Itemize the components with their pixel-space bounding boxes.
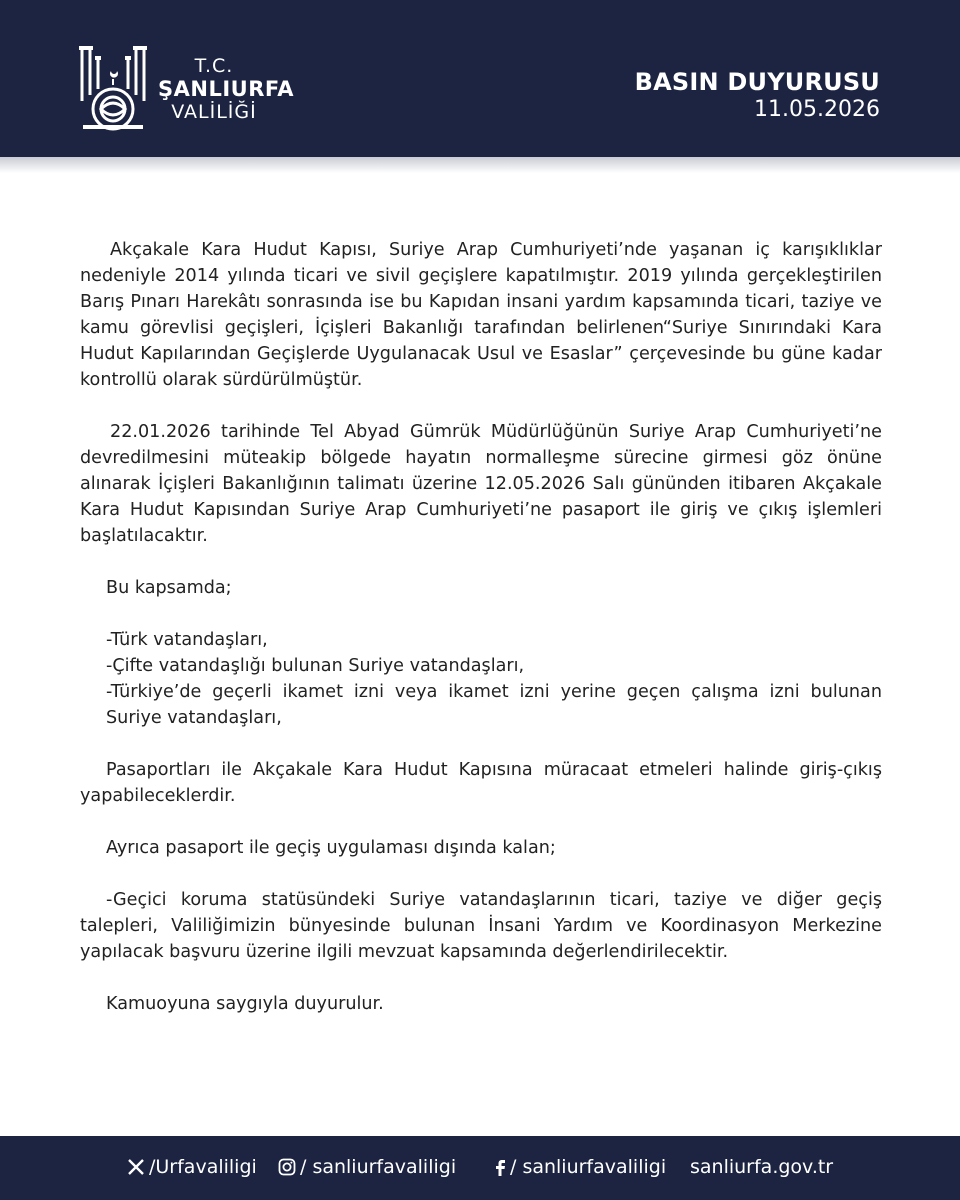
website-url: sanliurfa.gov.tr: [690, 1156, 834, 1178]
facebook-link[interactable]: [494, 1156, 666, 1178]
x-handle: /Urfavaliligi: [149, 1156, 257, 1178]
governorship-logo-icon: [78, 45, 148, 133]
paragraph-3: Bu kapsamda;: [106, 578, 232, 598]
list-item: -Çifte vatandaşlığı bulunan Suriye vatandaşları,: [106, 656, 525, 676]
header-divider: [0, 157, 960, 173]
paragraph-6: -Geçici koruma statüsündeki Suriye vatandaşlarının ticari, taziye ve diğer geçiş talepleri, Valiliğimizin bünyesinde bulunan İnsani Yardım ve Koordinasyon Merkezine yapılacak başvuru üzerine ilgili mevzuat kapsamında değerlendirilecektir.: [80, 890, 882, 962]
paragraph-4: Pasaportları ile Akçakale Kara Hudut Kapısına müracaat etmeleri halinde giriş-çıkış yapabileceklerdir.: [80, 760, 882, 806]
x-icon: [127, 1158, 145, 1176]
announcement-date: 11.05.2026: [754, 97, 880, 122]
website-link[interactable]: [690, 1156, 833, 1178]
announcement-body: [80, 237, 882, 1017]
page-title: BASIN DUYURUSU: [634, 68, 880, 96]
list-item: -Türkiye’de geçerli ikamet izni veya ikamet izni yerine geçen çalışma izni bulunan Suriye vatandaşları,: [106, 682, 882, 728]
paragraph-1: Akçakale Kara Hudut Kapısı, Suriye Arap Cumhuriyeti’nde yaşanan iç karışıklıklar nedeniyle 2014 yılında ticari ve sivil geçişlere kapatılmıştır. 2019 yılında gerçekleştirilen Barış Pınarı Harekâtı sonrasında ise bu Kapıdan insani yardım kapsamında ticari, taziye ve kamu görevlisi geçişleri, İçişleri Bakanlığı tarafından belirlenen“Suriye Sınırındaki Kara Hudut Kapılarından Geçişlerde Uygulanacak Usul ve Esaslar” çerçevesinde bu güne kadar kontrollü olarak sürdürülmüştür.: [80, 240, 882, 390]
facebook-icon: [494, 1158, 506, 1176]
org-line-tc: T.C.: [194, 55, 234, 77]
footer-bar: [0, 1136, 960, 1200]
facebook-handle: / sanliurfavaliligi: [510, 1156, 667, 1178]
paragraph-5: Ayrıca pasaport ile geçiş uygulaması dışında kalan;: [106, 838, 556, 858]
announcement-header: [635, 68, 880, 124]
organization-name: [158, 55, 295, 123]
instagram-icon: [278, 1158, 296, 1176]
x-link[interactable]: [127, 1156, 257, 1178]
org-line-city: ŞANLIURFA: [158, 77, 295, 101]
list-item: -Türk vatandaşları,: [106, 630, 268, 650]
header-banner: [0, 0, 960, 157]
org-line-office: VALİLİĞİ: [171, 101, 257, 123]
instagram-handle: / sanliurfavaliligi: [300, 1156, 457, 1178]
instagram-link[interactable]: [278, 1156, 456, 1178]
closing-line: Kamuoyuna saygıyla duyurulur.: [106, 994, 384, 1014]
paragraph-2: 22.01.2026 tarihinde Tel Abyad Gümrük Müdürlüğünün Suriye Arap Cumhuriyeti’ne devredilmesini müteakip bölgede hayatın normalleşme sürecine girmesi göz önüne alınarak İçişleri Bakanlığının talimatı üzerine 12.05.2026 Salı gününden itibaren Akçakale Kara Hudut Kapısından Suriye Arap Cumhuriyeti’ne pasaport ile giriş ve çıkış işlemleri başlatılacaktır.: [80, 422, 882, 546]
